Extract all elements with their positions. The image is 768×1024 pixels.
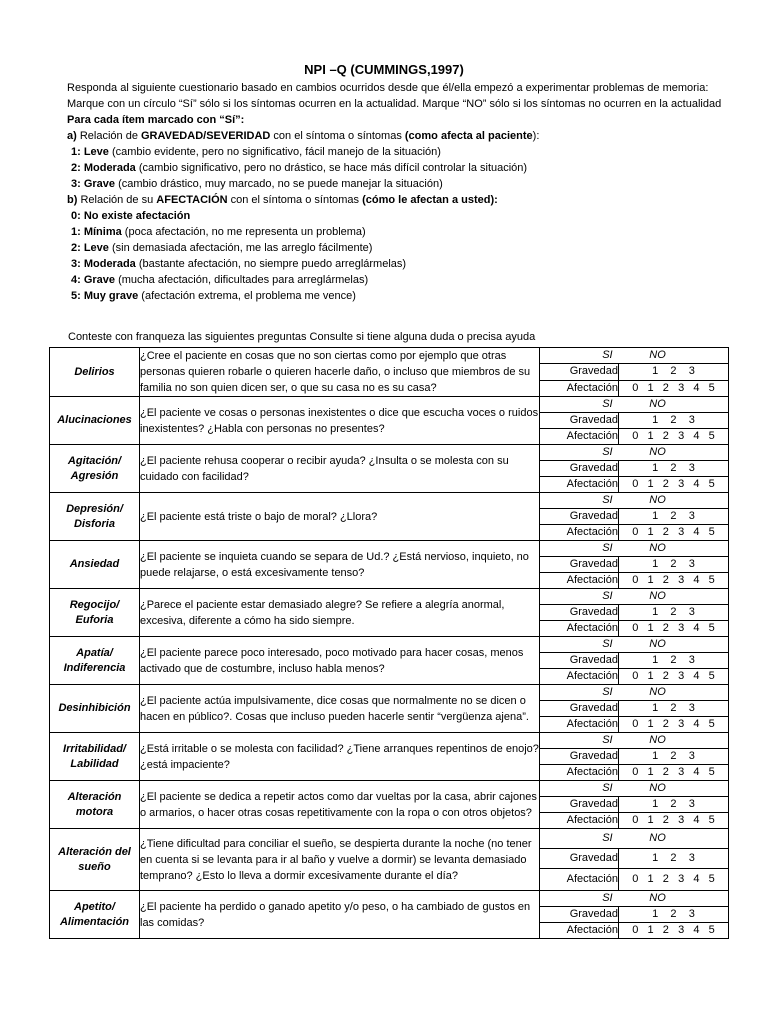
afectacion-scale[interactable]: 0 1 2 3 4 5	[619, 380, 729, 396]
symptom-row	[50, 829, 729, 849]
afectacion-label: Afectación	[540, 923, 619, 939]
symptom-question: ¿El paciente se dedica a repetir actos como dar vueltas por la casa, abrir cajones o armarios, o hacer otras cosas repetitivamente con la ropa o con otros objetos?	[140, 781, 540, 829]
symptom-name	[50, 637, 140, 685]
afectacion-scale[interactable]: 0 1 2 3 4 5	[619, 813, 729, 829]
afectacion-label: Afectación	[540, 429, 619, 445]
yes-no-options[interactable]: SI NO	[540, 781, 729, 797]
symptom-name-line: Disforia	[74, 517, 115, 530]
symptom-name	[50, 589, 140, 637]
gravedad-label: Gravedad	[540, 907, 619, 923]
affectation-level-label: 2: Leve	[71, 242, 109, 254]
gravedad-scale[interactable]: 1 2 3	[619, 605, 729, 621]
symptom-name	[50, 493, 140, 541]
symptom-name-line: Apatía/	[76, 646, 113, 659]
symptom-name-line: Ansiedad	[69, 558, 120, 570]
symptom-name-line: Labilidad	[70, 757, 119, 770]
affectation-level-label: 4: Grave	[71, 274, 116, 286]
symptom-name-line: Depresión/	[66, 502, 123, 515]
severity-level-label: 1: Leve	[71, 146, 109, 158]
gravedad-scale[interactable]: 1 2 3	[619, 749, 729, 765]
symptom-question: ¿El paciente rehusa cooperar o recibir ayuda? ¿Insulta o se molesta con su cuidado con facilidad?	[140, 445, 540, 493]
symptom-row	[50, 637, 729, 653]
severity-level-text: (cambio drástico, muy marcado, no se puede manejar la situación)	[115, 178, 443, 190]
symptom-row	[50, 589, 729, 605]
yes-no-options[interactable]: SI NO	[540, 829, 729, 849]
gravedad-scale[interactable]: 1 2 3	[619, 364, 729, 380]
instructions-subheading: Para cada ítem marcado con “Sí”:	[67, 114, 245, 126]
section-a-heading: a) Relación de GRAVEDAD/SEVERIDAD con el síntoma o síntomas (como afecta al paciente):	[67, 130, 540, 142]
symptom-row	[50, 685, 729, 701]
afectacion-label: Afectación	[540, 717, 619, 733]
instructions	[67, 80, 727, 304]
gravedad-label: Gravedad	[540, 797, 619, 813]
symptom-name-line: Agresión	[70, 469, 119, 482]
affectation-level	[67, 256, 727, 272]
gravedad-scale[interactable]: 1 2 3	[619, 461, 729, 477]
symptom-name-line: Alteración del	[58, 845, 131, 858]
afectacion-label: Afectación	[540, 813, 619, 829]
affectation-level-text: (poca afectación, no me representa un problema)	[121, 226, 366, 238]
symptom-name-line: Delirios	[74, 365, 115, 378]
affectation-level	[67, 224, 727, 240]
symptom-name	[50, 397, 140, 445]
afectacion-label: Afectación	[540, 380, 619, 396]
affectation-level	[67, 208, 727, 224]
symptom-row	[50, 493, 729, 509]
afectacion-label: Afectación	[540, 621, 619, 637]
afectacion-scale[interactable]: 0 1 2 3 4 5	[619, 869, 729, 891]
instructions-note: Conteste con franqueza las siguientes preguntas Consulte si tiene alguna duda o precisa ayuda	[68, 331, 536, 343]
symptom-row	[50, 397, 729, 413]
symptom-name	[50, 348, 140, 397]
symptom-question: ¿El paciente ve cosas o personas inexistentes o dice que escucha voces o ruidos inexistentes? ¿Habla con personas no presentes?	[140, 397, 540, 445]
symptom-name	[50, 829, 140, 891]
symptom-row	[50, 891, 729, 907]
gravedad-scale[interactable]: 1 2 3	[619, 653, 729, 669]
document-title: NPI –Q (CUMMINGS,1997)	[304, 62, 464, 77]
gravedad-label: Gravedad	[540, 849, 619, 869]
affectation-level-label: 3: Moderada	[71, 258, 136, 270]
gravedad-label: Gravedad	[540, 413, 619, 429]
affectation-level-text: (mucha afectación, dificultades para arreglármelas)	[115, 274, 369, 286]
gravedad-scale[interactable]: 1 2 3	[619, 907, 729, 923]
symptom-name	[50, 891, 140, 939]
symptom-name-line: Alteración	[67, 790, 122, 803]
afectacion-label: Afectación	[540, 669, 619, 685]
afectacion-label: Afectación	[540, 869, 619, 891]
affectation-level-label: 0: No existe afectación	[71, 210, 191, 222]
yes-no-options[interactable]: SI NO	[540, 733, 729, 749]
symptom-name-line: motora	[75, 805, 114, 818]
affectation-level-text: (bastante afectación, no siempre puedo arreglármelas)	[135, 258, 407, 270]
symptom-question: ¿Tiene dificultad para conciliar el sueño, se despierta durante la noche (no tener en cuenta si se levanta para ir al baño y vuelve a dormir) se levanta demasiado temprano? ¿Esto lo lleva a dormir excesivamente durante el día?	[140, 829, 540, 891]
section-a-list	[67, 144, 727, 192]
section-b-heading: b) Relación de su AFECTACIÓN con el síntoma o síntomas (cómo le afectan a usted):	[67, 194, 498, 206]
symptom-question: ¿Está irritable o se molesta con facilidad? ¿Tiene arranques repentinos de enojo? ¿está impaciente?	[140, 733, 540, 781]
afectacion-scale[interactable]: 0 1 2 3 4 5	[619, 765, 729, 781]
symptom-name-line: Agitación/	[67, 454, 122, 467]
gravedad-scale[interactable]: 1 2 3	[619, 557, 729, 573]
afectacion-scale[interactable]: 0 1 2 3 4 5	[619, 717, 729, 733]
severity-level	[67, 160, 727, 176]
gravedad-scale[interactable]: 1 2 3	[619, 849, 729, 869]
gravedad-label: Gravedad	[540, 701, 619, 717]
gravedad-label: Gravedad	[540, 557, 619, 573]
symptom-question: ¿El paciente actúa impulsivamente, dice cosas que normalmente no se dicen o hacen en público?. Cosas que incluso pueden hacerle sentir “vergüenza ajena”.	[140, 685, 540, 733]
yes-no-options[interactable]: SI NO	[540, 397, 729, 413]
affectation-level	[67, 240, 727, 256]
gravedad-label: Gravedad	[540, 509, 619, 525]
instructions-paragraph: Responda al siguiente cuestionario basado en cambios ocurridos desde que él/ella empezó a experimentar problemas de memoria: Marque con un círculo “Sí” sólo si los síntomas ocurren en la actualidad. Marque “NO” sólo si los síntomas no ocurren en la actualidad	[67, 82, 722, 110]
severity-level-text: (cambio significativo, pero no drástico, se hace más difícil controlar la situación)	[135, 162, 528, 174]
yes-no-options[interactable]: SI NO	[540, 589, 729, 605]
symptom-name-line: Euforia	[75, 613, 114, 626]
section-b-list	[67, 208, 727, 304]
afectacion-scale[interactable]: 0 1 2 3 4 5	[619, 669, 729, 685]
yes-no-options[interactable]: SI NO	[540, 493, 729, 509]
gravedad-label: Gravedad	[540, 461, 619, 477]
severity-level	[67, 144, 727, 160]
gravedad-label: Gravedad	[540, 605, 619, 621]
symptom-name	[50, 445, 140, 493]
symptom-name-line: Apetito/	[74, 900, 115, 913]
npi-questionnaire-table	[49, 347, 729, 939]
symptom-name	[50, 685, 140, 733]
severity-level	[67, 176, 727, 192]
symptom-row	[50, 348, 729, 364]
symptom-name	[50, 733, 140, 781]
symptom-row	[50, 541, 729, 557]
affectation-level-label: 1: Mínima	[71, 226, 122, 238]
affectation-level	[67, 288, 727, 304]
affectation-level-text: (sin demasiada afectación, me las arreglo fácilmente)	[108, 242, 373, 254]
symptom-name-line: Desinhibición	[58, 702, 131, 714]
symptom-name	[50, 781, 140, 829]
symptom-name-line: Alucinaciones	[57, 414, 132, 426]
afectacion-label: Afectación	[540, 573, 619, 589]
symptom-name-line: Irritabilidad/	[63, 742, 126, 755]
afectacion-scale[interactable]: 0 1 2 3 4 5	[619, 621, 729, 637]
severity-level-label: 2: Moderada	[71, 162, 136, 174]
yes-no-options[interactable]: SI NO	[540, 541, 729, 557]
symptom-name-line: sueño	[78, 860, 111, 873]
afectacion-scale[interactable]: 0 1 2 3 4 5	[619, 429, 729, 445]
afectacion-scale[interactable]: 0 1 2 3 4 5	[619, 573, 729, 589]
symptom-name-line: Alimentación	[59, 915, 130, 928]
yes-no-options[interactable]: SI NO	[540, 348, 729, 364]
symptom-name-line: Indiferencia	[63, 661, 126, 674]
afectacion-scale[interactable]: 0 1 2 3 4 5	[619, 525, 729, 541]
gravedad-scale[interactable]: 1 2 3	[619, 509, 729, 525]
gravedad-label: Gravedad	[540, 653, 619, 669]
symptom-question: ¿El paciente parece poco interesado, poco motivado para hacer cosas, menos activado que de costumbre, incluso habla menos?	[140, 637, 540, 685]
affectation-level-label: 5: Muy grave	[71, 290, 139, 302]
severity-level-label: 3: Grave	[71, 178, 116, 190]
afectacion-label: Afectación	[540, 525, 619, 541]
symptom-question: ¿Parece el paciente estar demasiado alegre? Se refiere a alegría anormal, excesiva, diferente a cómo ha sido siempre.	[140, 589, 540, 637]
symptom-row	[50, 733, 729, 749]
severity-level-text: (cambio evidente, pero no significativo, fácil manejo de la situación)	[108, 146, 441, 158]
afectacion-label: Afectación	[540, 477, 619, 493]
gravedad-label: Gravedad	[540, 364, 619, 380]
gravedad-scale[interactable]: 1 2 3	[619, 797, 729, 813]
affectation-level	[67, 272, 727, 288]
yes-no-options[interactable]: SI NO	[540, 445, 729, 461]
symptom-question: ¿El paciente se inquieta cuando se separa de Ud.? ¿Está nervioso, inquieto, no puede relajarse, o está excesivamente tenso?	[140, 541, 540, 589]
afectacion-scale[interactable]: 0 1 2 3 4 5	[619, 923, 729, 939]
afectacion-scale[interactable]: 0 1 2 3 4 5	[619, 477, 729, 493]
symptom-name	[50, 541, 140, 589]
symptom-question: ¿El paciente ha perdido o ganado apetito y/o peso, o ha cambiado de gustos en las comidas?	[140, 891, 540, 939]
yes-no-options[interactable]: SI NO	[540, 685, 729, 701]
afectacion-label: Afectación	[540, 765, 619, 781]
gravedad-label: Gravedad	[540, 749, 619, 765]
gravedad-scale[interactable]: 1 2 3	[619, 413, 729, 429]
symptom-question: ¿Cree el paciente en cosas que no son ciertas como por ejemplo que otras personas quieren robarle o quieren hacerle daño, o incluso que miembros de su familia no son quien dicen ser, o que su casa no es su casa?	[140, 348, 540, 397]
symptom-question: ¿El paciente está triste o bajo de moral? ¿Llora?	[140, 493, 540, 541]
symptom-row	[50, 445, 729, 461]
gravedad-scale[interactable]: 1 2 3	[619, 701, 729, 717]
symptom-name-line: Regocijo/	[69, 598, 120, 611]
yes-no-options[interactable]: SI NO	[540, 891, 729, 907]
symptom-row	[50, 781, 729, 797]
yes-no-options[interactable]: SI NO	[540, 637, 729, 653]
affectation-level-text: (afectación extrema, el problema me vence)	[138, 290, 356, 302]
